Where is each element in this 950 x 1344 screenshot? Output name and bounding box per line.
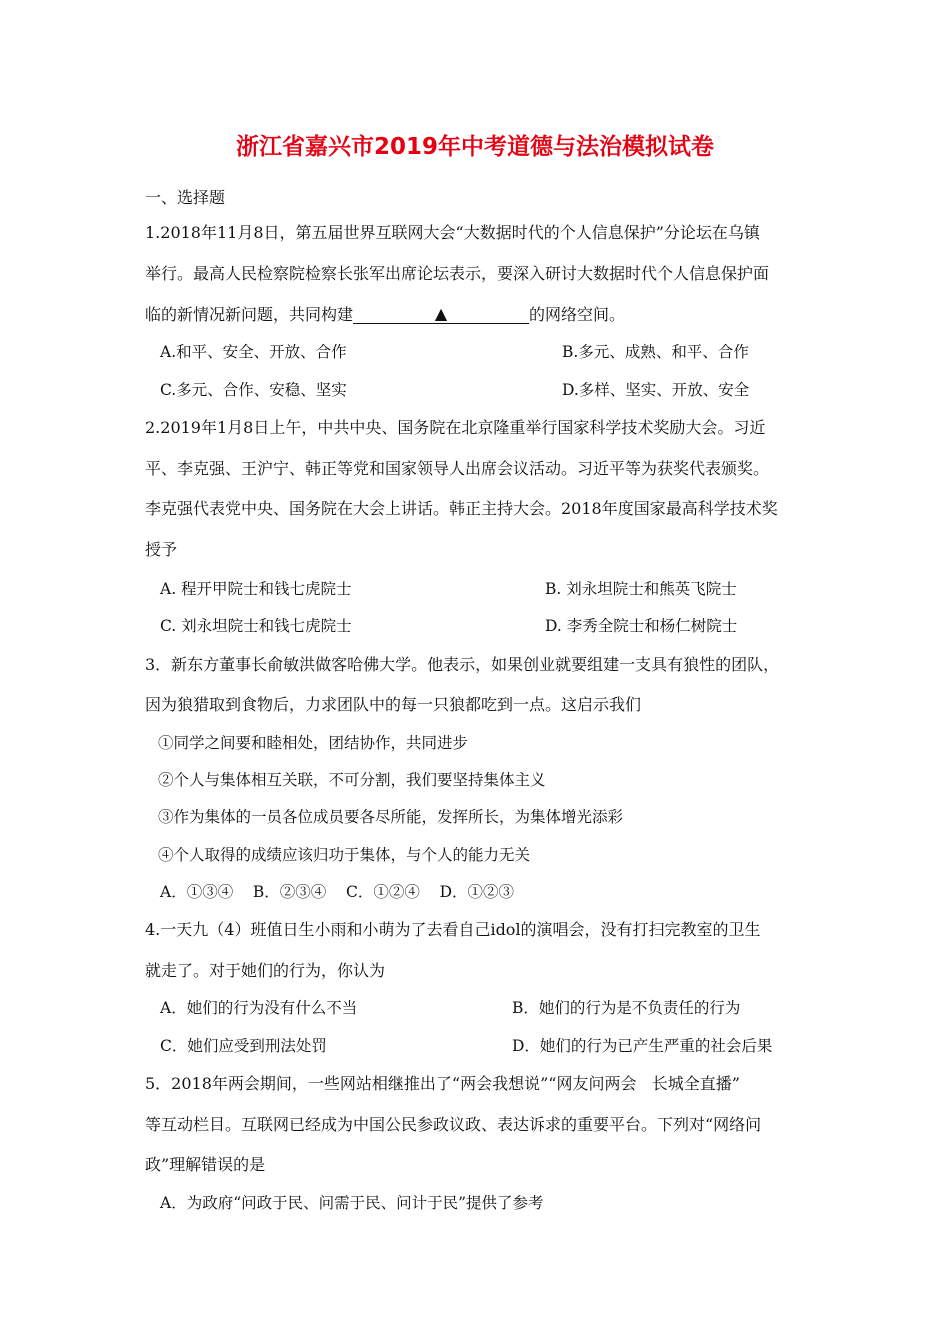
q3-text-line-2: 因为狼猎取到食物后，力求团队中的每一只狼都吃到一点。这启示我们 — [145, 695, 642, 714]
q2-option-a: A. 程开甲院士和钱七虎院士 — [160, 580, 352, 598]
q1-text-line-2: 举行。最高人民检察院检察长张军出席论坛表示，要深入研讨大数据时代个人信息保护面 — [145, 264, 770, 283]
q2-text-line-3: 李克强代表党中央、国务院在大会上讲话。韩正主持大会。2018年度国家最高科学技术奖 — [145, 499, 778, 518]
triangle-marker-icon: ▲ — [434, 304, 448, 323]
q4-text-line-1: 4.一天九（4）班值日生小雨和小萌为了去看自己idol的演唱会，没有打扫完教室的卫生 — [145, 920, 761, 939]
q3-statement-4: ④个人取得的成绩应该归功于集体，与个人的能力无关 — [158, 846, 531, 864]
q1-text-before-blank: 临的新情况新问题，共同构建 — [145, 305, 354, 324]
q1-option-b: B.多元、成熟、和平、合作 — [562, 343, 749, 361]
page-title: 浙江省嘉兴市2019年中考道德与法治模拟试卷 — [235, 134, 714, 160]
q5-text-line-2: 等互动栏目。互联网已经成为中国公民参政议政、表达诉求的重要平台。下列对“网络问 — [145, 1115, 762, 1134]
q4-option-b: B．她们的行为是不负责任的行为 — [512, 999, 741, 1017]
q1-text-line-3 — [145, 303, 625, 327]
section-heading: 一、选择题 — [145, 188, 226, 207]
q4-option-d: D．她们的行为已产生严重的社会后果 — [512, 1037, 773, 1055]
q4-text-line-2: 就走了。对于她们的行为，你认为 — [145, 961, 386, 980]
answer-blank — [353, 305, 529, 324]
q3-statement-2: ②个人与集体相互关联，不可分割，我们要坚持集体主义 — [158, 771, 546, 789]
q4-option-c: C．她们应受到刑法处罚 — [160, 1037, 327, 1055]
q3-text-line-1: 3．新东方董事长俞敏洪做客哈佛大学。他表示，如果创业就要组建一支具有狼性的团队， — [145, 655, 780, 674]
q1-option-d: D.多样、坚实、开放、安全 — [562, 381, 750, 399]
q5-text-line-3: 政”理解错误的是 — [145, 1155, 266, 1174]
q5-text-line-1: 5．2018年两会期间，一些网站相继推出了“两会我想说”“网友问两会 长城全直播” — [145, 1074, 740, 1093]
q1-option-c: C.多元、合作、安稳、坚实 — [160, 381, 347, 399]
q1-text-line-1: 1.2018年11月8日，第五届世界互联网大会“大数据时代的个人信息保护”分论坛在乌镇 — [145, 223, 760, 242]
q2-text-line-4: 授予 — [145, 540, 178, 559]
q2-text-line-2: 平、李克强、王沪宁、韩正等党和国家领导人出席会议活动。习近平等为获奖代表颁奖。 — [145, 459, 770, 478]
q4-option-a: A．她们的行为没有什么不当 — [160, 999, 358, 1017]
q3-statement-3: ③作为集体的一员各位成员要各尽所能，发挥所长，为集体增光添彩 — [158, 808, 624, 826]
q1-text-after-blank: 的网络空间。 — [529, 305, 626, 324]
q2-option-b: B. 刘永坦院士和熊英飞院士 — [545, 580, 737, 598]
q3-statement-1: ①同学之间要和睦相处，团结协作，共同进步 — [158, 734, 469, 752]
q2-option-c: C. 刘永坦院士和钱七虎院士 — [160, 617, 352, 635]
q2-text-line-1: 2.2019年1月8日上午，中共中央、国务院在北京隆重举行国家科学技术奖励大会。习近 — [145, 418, 766, 437]
q1-option-a: A.和平、安全、开放、合作 — [160, 343, 347, 361]
q5-option-a: A．为政府“问政于民、问需于民、问计于民”提供了参考 — [160, 1194, 544, 1212]
q3-options: A．①③④ B．②③④ C．①②④ D．①②③ — [160, 883, 514, 901]
q2-option-d: D. 李秀全院士和杨仁树院士 — [545, 617, 738, 635]
